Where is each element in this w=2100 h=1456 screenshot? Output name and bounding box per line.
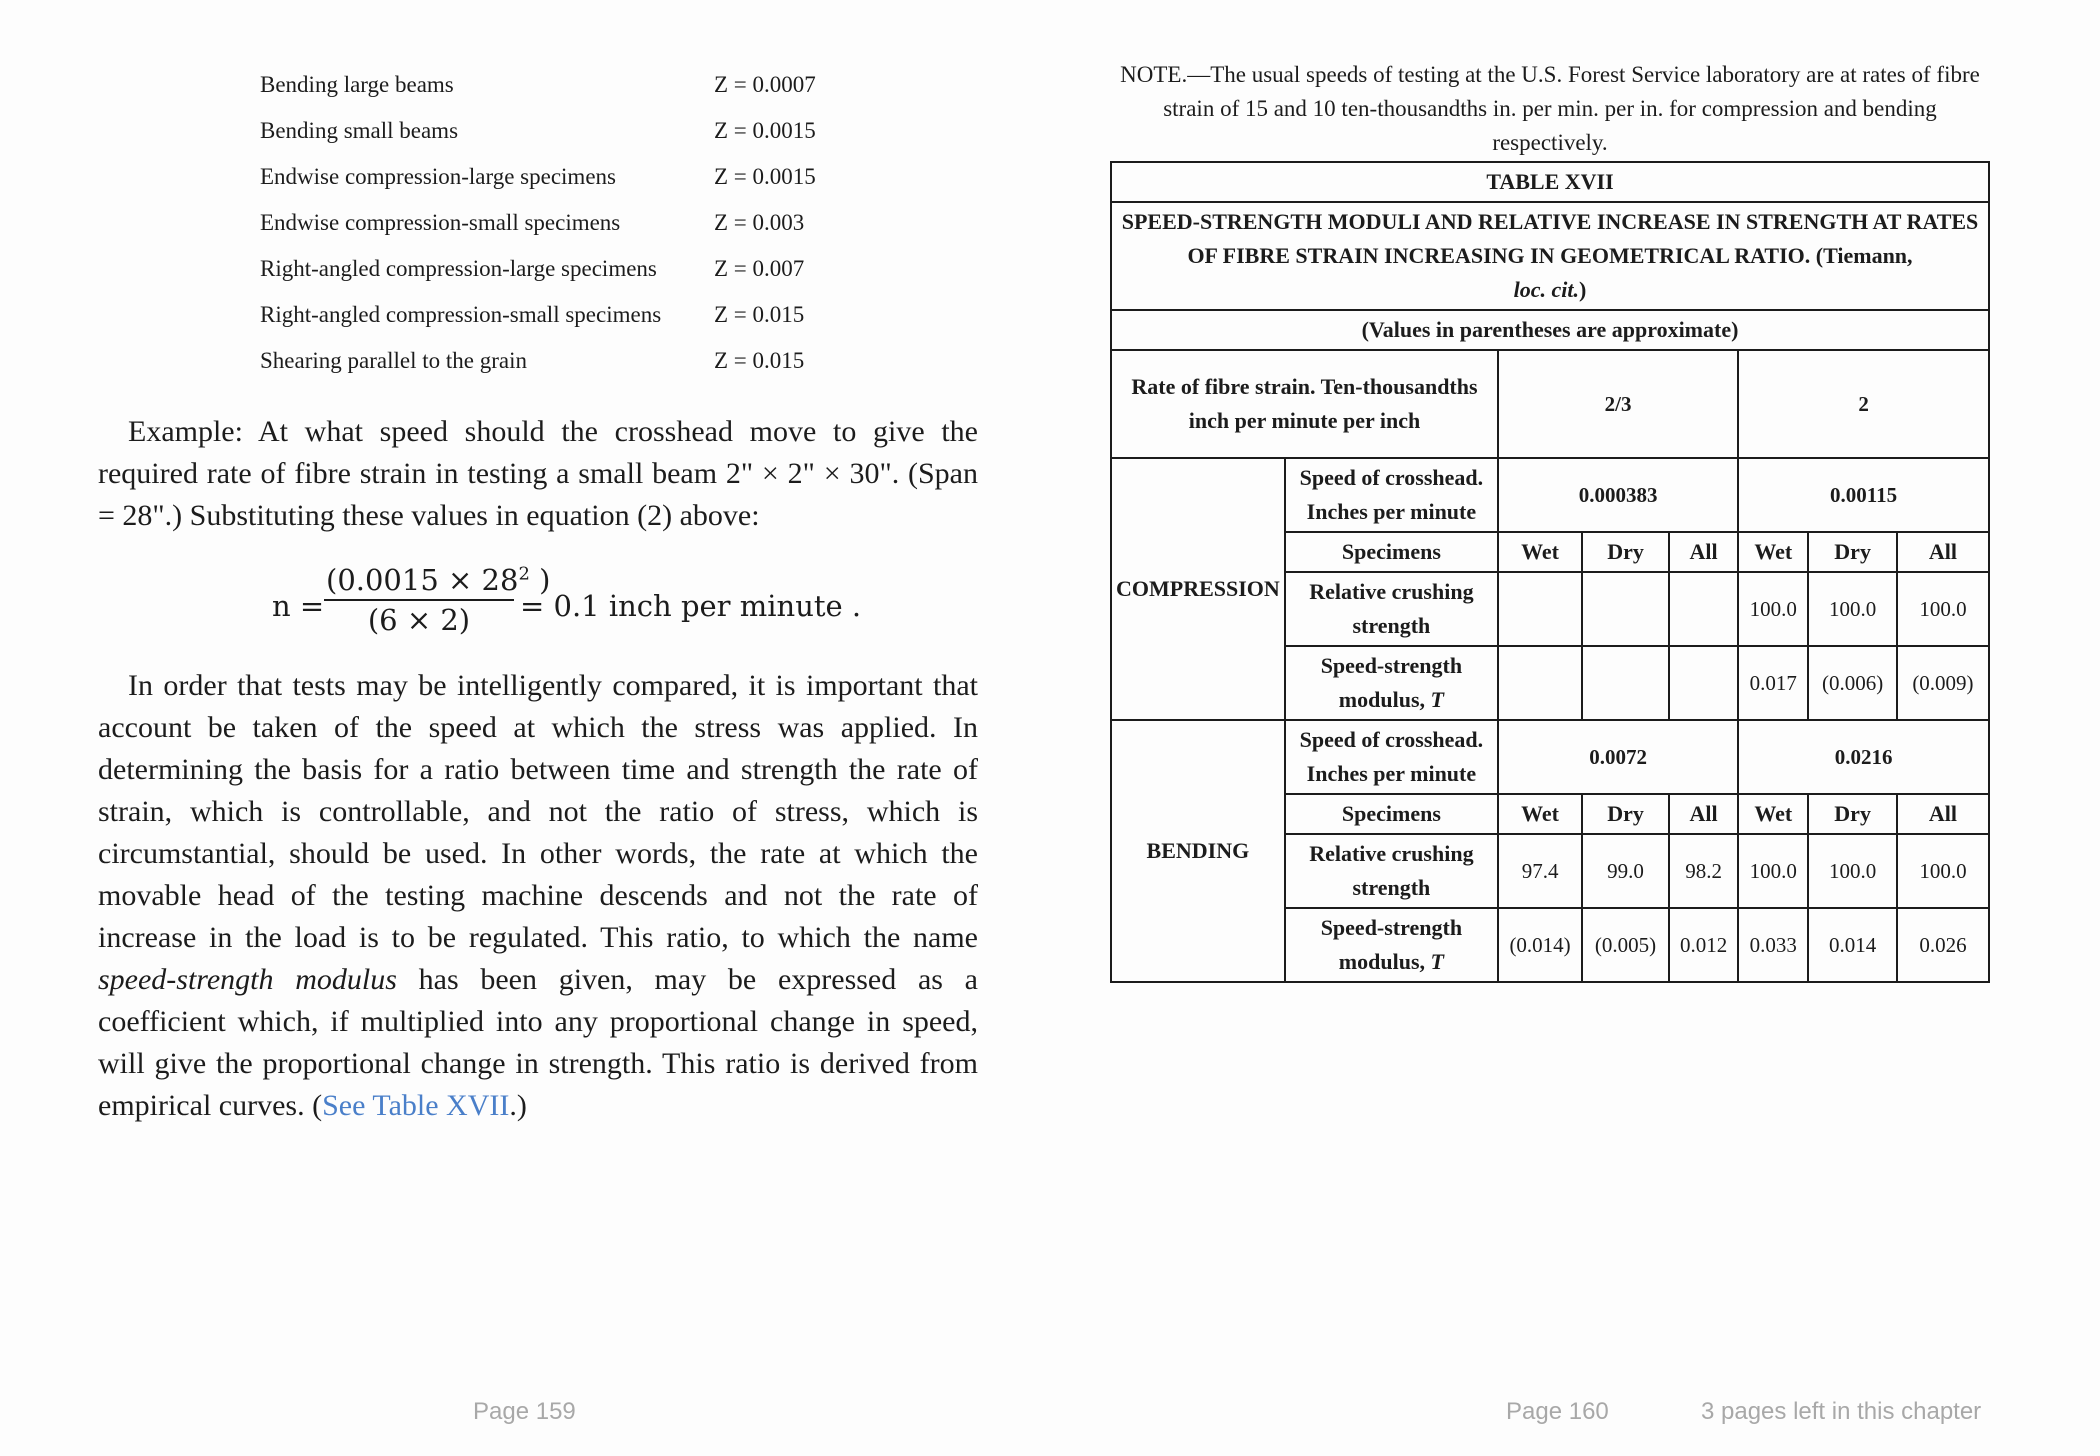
- modulus-label: [1285, 646, 1498, 720]
- table-title: TABLE XVII: [1111, 162, 1989, 202]
- table-cell: 0.012: [1669, 908, 1738, 982]
- table-cell: [1582, 572, 1669, 646]
- header-all: All: [1897, 532, 1989, 572]
- table-cell: 100.0: [1738, 572, 1808, 646]
- table-cell: [1669, 646, 1738, 720]
- paragraph-text: In order that tests may be intelligently compared, it is important that account be taken of the speed at which the stress was applied. In determining the basis for a ratio between time and strength the rate of strain, which is controllable, and not the ratio of stress, which is circumstantial, should be used. In other words, the rate at which the movable head of the testing machine descends and not the rate of increase in the load is to be regulated. This ratio, to which the name: [98, 669, 978, 954]
- equation-lhs: n =: [272, 589, 325, 623]
- table-xvii: [1110, 161, 1990, 983]
- header-dry: Dry: [1808, 794, 1897, 834]
- header-dry: Dry: [1582, 794, 1669, 834]
- right-page: [1050, 0, 2100, 1456]
- relative-strength-label: Relative crushing strength: [1285, 572, 1498, 646]
- table-cell: (0.014): [1498, 908, 1582, 982]
- table-cell: 100.0: [1808, 834, 1897, 908]
- header-all: All: [1897, 794, 1989, 834]
- z-row: [260, 246, 860, 292]
- table-cell: 0.033: [1738, 908, 1808, 982]
- z-value: Z = 0.0007: [714, 72, 816, 97]
- table-cell: 0.017: [1738, 646, 1808, 720]
- z-value: Z = 0.015: [714, 302, 805, 327]
- z-row: [260, 154, 860, 200]
- z-row: [260, 292, 860, 338]
- specimens-label: Specimens: [1285, 532, 1498, 572]
- paragraph-text: .): [509, 1089, 527, 1122]
- paragraph-text: has been given, may be expressed as a coefficient which, if multiplied into any proportional change in speed, will give the proportional change in strength. This ratio is derived from empirical curves. (: [98, 963, 978, 1122]
- table-cell: (0.009): [1897, 646, 1989, 720]
- table-cell: [1498, 572, 1582, 646]
- header-wet: Wet: [1498, 794, 1582, 834]
- header-all: All: [1669, 794, 1738, 834]
- equation-fraction: [324, 563, 551, 637]
- example-paragraph: [98, 411, 978, 537]
- rate-a: 2/3: [1498, 350, 1738, 458]
- header-wet: Wet: [1498, 532, 1582, 572]
- z-name: Endwise compression-small specimens: [260, 210, 621, 235]
- header-wet: Wet: [1738, 532, 1808, 572]
- table-cell: 97.4: [1498, 834, 1582, 908]
- z-row: [260, 108, 860, 154]
- z-name: Bending small beams: [260, 118, 459, 143]
- modulus-symbol: T: [1430, 949, 1444, 974]
- z-name: Right-angled compression-large specimens: [260, 256, 657, 281]
- z-value-list: [260, 62, 860, 384]
- table-cell: 100.0: [1897, 834, 1989, 908]
- z-name: Endwise compression-large specimens: [260, 164, 616, 189]
- equation-rhs: = 0.1 inch per minute .: [520, 589, 862, 623]
- numerator-exponent: 2: [518, 563, 530, 585]
- table-cell: (0.006): [1808, 646, 1897, 720]
- speed-equation: [272, 563, 862, 643]
- table-cell: 99.0: [1582, 834, 1669, 908]
- table-cell: (0.005): [1582, 908, 1669, 982]
- header-dry: Dry: [1582, 532, 1669, 572]
- table-cell: [1498, 646, 1582, 720]
- modulus-symbol: T: [1430, 687, 1444, 712]
- compression-label: COMPRESSION: [1111, 458, 1285, 720]
- subtitle-end: ): [1579, 277, 1587, 302]
- specimens-label: Specimens: [1285, 794, 1498, 834]
- header-dry: Dry: [1808, 532, 1897, 572]
- table-cell: 0.026: [1897, 908, 1989, 982]
- compression-speed-a: 0.000383: [1498, 458, 1738, 532]
- example-text: Example: At what speed should the crosshead move to give the required rate of fibre strain in testing a small beam 2" × 2" × 30". (Span = 28".) Substituting these values in equation (2) above:: [98, 415, 978, 532]
- paragraph-italic-term: speed-strength modulus: [98, 963, 397, 996]
- table-cell: [1582, 646, 1669, 720]
- pages-left-indicator: 3 pages left in this chapter: [1701, 1398, 1982, 1425]
- table-cell: [1669, 572, 1738, 646]
- bending-label: BENDING: [1111, 720, 1285, 982]
- bending-speed-b: 0.0216: [1738, 720, 1989, 794]
- z-row: [260, 62, 860, 108]
- z-row: [260, 338, 860, 384]
- relative-strength-label: Relative crushing strength: [1285, 834, 1498, 908]
- header-all: All: [1669, 532, 1738, 572]
- rate-label: Rate of fibre strain. Ten-thousandths inch per minute per inch: [1111, 350, 1498, 458]
- values-note: (Values in parentheses are approximate): [1111, 310, 1989, 350]
- modulus-label-text: Speed-strength modulus,: [1320, 915, 1463, 974]
- page-number-left: Page 159: [473, 1398, 576, 1425]
- speed-label: Speed of crosshead. Inches per minute: [1285, 720, 1498, 794]
- z-name: Shearing parallel to the grain: [260, 348, 527, 373]
- table-cell: 100.0: [1897, 572, 1989, 646]
- table-cell: 100.0: [1738, 834, 1808, 908]
- table-xvii-link[interactable]: See Table XVII: [322, 1089, 510, 1122]
- z-row: [260, 200, 860, 246]
- table-cell: 100.0: [1808, 572, 1897, 646]
- z-value: Z = 0.015: [714, 348, 805, 373]
- numerator-close: ): [529, 563, 551, 597]
- modulus-label: [1285, 908, 1498, 982]
- equation-numerator: [324, 563, 551, 601]
- subtitle-text: SPEED-STRENGTH MODULI AND RELATIVE INCREASE IN STRENGTH AT RATES OF FIBRE STRAIN INCREASING IN GEOMETRICAL RATIO. (Tiemann,: [1121, 209, 1979, 268]
- table-subtitle: [1111, 202, 1989, 310]
- compression-speed-b: 0.00115: [1738, 458, 1989, 532]
- z-value: Z = 0.0015: [714, 118, 816, 143]
- numerator-text: (0.0015 × 28: [326, 563, 519, 597]
- subtitle-citation: loc. cit.: [1513, 277, 1580, 302]
- z-value: Z = 0.003: [714, 210, 805, 235]
- table-cell: 0.014: [1808, 908, 1897, 982]
- page-number-right: Page 160: [1506, 1398, 1609, 1425]
- table-cell: 98.2: [1669, 834, 1738, 908]
- z-value: Z = 0.0015: [714, 164, 816, 189]
- z-value: Z = 0.007: [714, 256, 805, 281]
- equation-denominator: (6 × 2): [367, 603, 471, 637]
- speed-strength-paragraph: [98, 665, 978, 1127]
- rate-b: 2: [1738, 350, 1989, 458]
- testing-speed-note: NOTE.—The usual speeds of testing at the U.S. Forest Service laboratory are at rates of fibre strain of 15 and 10 ten-thousandths in. per min. per in. for compression and bending respectively.: [1120, 62, 1980, 155]
- z-name: Right-angled compression-small specimens: [260, 302, 662, 327]
- header-wet: Wet: [1738, 794, 1808, 834]
- bending-speed-a: 0.0072: [1498, 720, 1738, 794]
- z-name: Bending large beams: [260, 72, 454, 97]
- modulus-label-text: Speed-strength modulus,: [1320, 653, 1463, 712]
- speed-label: Speed of crosshead. Inches per minute: [1285, 458, 1498, 532]
